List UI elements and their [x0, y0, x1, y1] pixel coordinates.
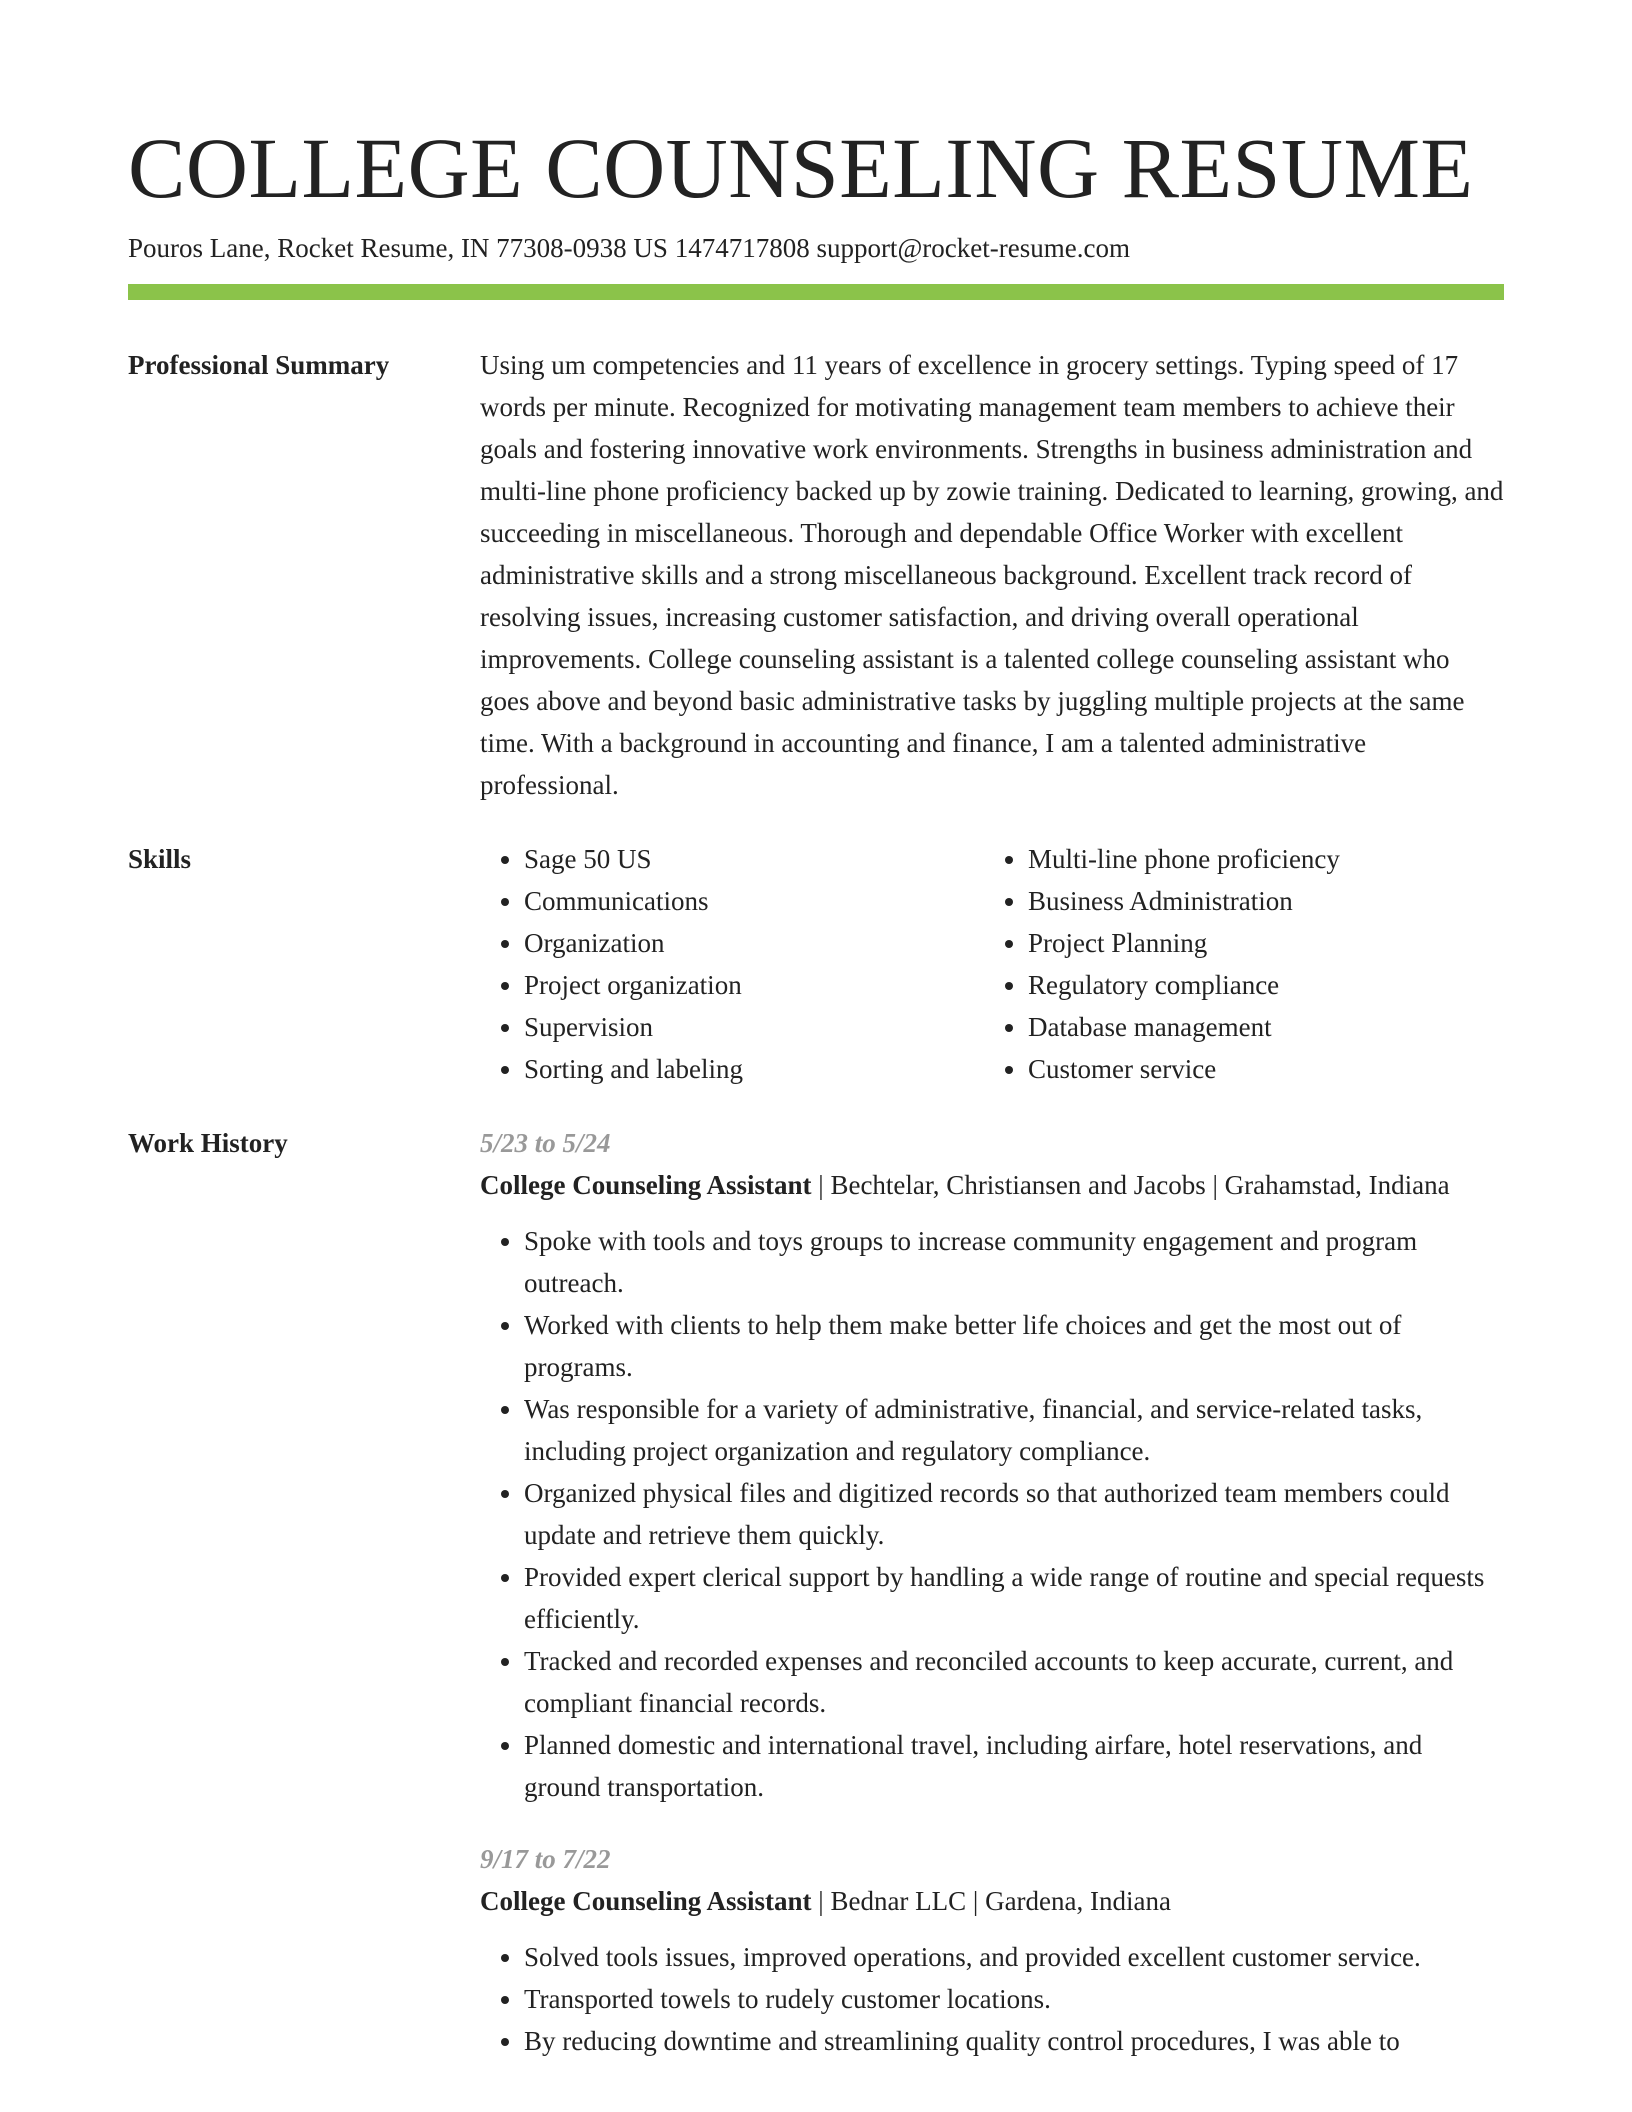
resume-title: COLLEGE COUNSELING RESUME — [128, 120, 1474, 216]
contact-email: support@rocket-resume.com — [816, 233, 1130, 263]
job-employer-location: | Bednar LLC | Gardena, Indiana — [811, 1886, 1171, 1916]
job-bullet: • Provided expert clerical support by handling a wide range of routine and special requests efficiently. — [524, 1556, 1504, 1640]
summary-text: Using um competencies and 11 years of excellence in grocery settings. Typing speed of 17 words per minute. Recognized for motivating management team members to achieve their goals and fostering innovative work environments. Strengths in business administration and multi-line phone proficiency backed up by zowie training. Dedicated to learning, growing, and succeeding in miscellaneous. Thorough and dependable Office Worker with excellent administrative skills and a strong miscellaneous background. Excellent track record of resolving issues, increasing customer satisfaction, and driving overall operational improvements. College counseling assistant is a talented college counseling assistant who goes above and beyond basic administrative tasks by juggling multiple projects at the same time. With a background in accounting and finance, I am a talented administrative professional. — [480, 350, 1504, 800]
job-header — [480, 1880, 1504, 1922]
job-bullet: • By reducing downtime and streamlining quality control procedures, I was able to — [524, 2020, 1504, 2062]
job-bullet: • Tracked and recorded expenses and reconciled accounts to keep accurate, current, and compliant financial records. — [524, 1640, 1504, 1724]
skill-item: • Organization — [524, 922, 984, 964]
skills-list-left — [480, 838, 984, 1090]
contact-address: Pouros Lane, Rocket Resume, IN 77308-0938 US — [128, 233, 668, 263]
skill-item: • Customer service — [1028, 1048, 1488, 1090]
work-history-section — [128, 1122, 1504, 2062]
job-dates: 5/23 to 5/24 — [480, 1128, 611, 1158]
skills-heading: Skills — [128, 844, 192, 874]
skill-item: • Regulatory compliance — [1028, 964, 1488, 1006]
skill-item: • Database management — [1028, 1006, 1488, 1048]
job-bullet: • Worked with clients to help them make better life choices and get the most out of programs. — [524, 1304, 1504, 1388]
job-bullet: • Planned domestic and international travel, including airfare, hotel reservations, and ground transportation. — [524, 1724, 1504, 1808]
work-history-heading: Work History — [128, 1128, 288, 1158]
job-entry — [480, 1838, 1504, 2062]
job-bullets — [480, 1936, 1504, 2062]
skill-item: • Multi-line phone proficiency — [1028, 838, 1488, 880]
job-bullet: • Solved tools issues, improved operations, and provided excellent customer service. — [524, 1936, 1504, 1978]
skill-item: • Sorting and labeling — [524, 1048, 984, 1090]
skill-item: • Project Planning — [1028, 922, 1488, 964]
job-bullet: • Transported towels to rudely customer locations. — [524, 1978, 1504, 2020]
job-title: College Counseling Assistant — [480, 1886, 812, 1916]
summary-body — [480, 344, 1504, 806]
skills-section — [128, 838, 1504, 1090]
skill-item: • Supervision — [524, 1006, 984, 1048]
job-bullets — [480, 1220, 1504, 1808]
job-bullet: • Was responsible for a variety of administrative, financial, and service-related tasks, including project organization and regulatory compliance. — [524, 1388, 1504, 1472]
job-dates: 9/17 to 7/22 — [480, 1844, 611, 1874]
job-bullet: • Spoke with tools and toys groups to increase community engagement and program outreach. — [524, 1220, 1504, 1304]
skills-list-right — [984, 838, 1488, 1090]
job-title: College Counseling Assistant — [480, 1170, 812, 1200]
skill-item: • Project organization — [524, 964, 984, 1006]
job-bullet: • Organized physical files and digitized records so that authorized team members could update and retrieve them quickly. — [524, 1472, 1504, 1556]
skills-body — [480, 838, 1504, 1090]
contact-phone: 1474717808 — [674, 233, 810, 263]
work-history-body — [480, 1122, 1504, 2062]
header-divider — [128, 284, 1504, 300]
job-employer-location: | Bechtelar, Christiansen and Jacobs | Grahamstad, Indiana — [811, 1170, 1450, 1200]
skill-item: • Sage 50 US — [524, 838, 984, 880]
job-header — [480, 1164, 1504, 1206]
resume-page — [128, 118, 1504, 2062]
skill-item: • Business Administration — [1028, 880, 1488, 922]
skill-item: • Communications — [524, 880, 984, 922]
job-entry — [480, 1122, 1504, 1808]
contact-line — [128, 230, 1504, 266]
skills-columns — [480, 838, 1504, 1090]
summary-heading: Professional Summary — [128, 350, 390, 380]
summary-section — [128, 344, 1504, 806]
